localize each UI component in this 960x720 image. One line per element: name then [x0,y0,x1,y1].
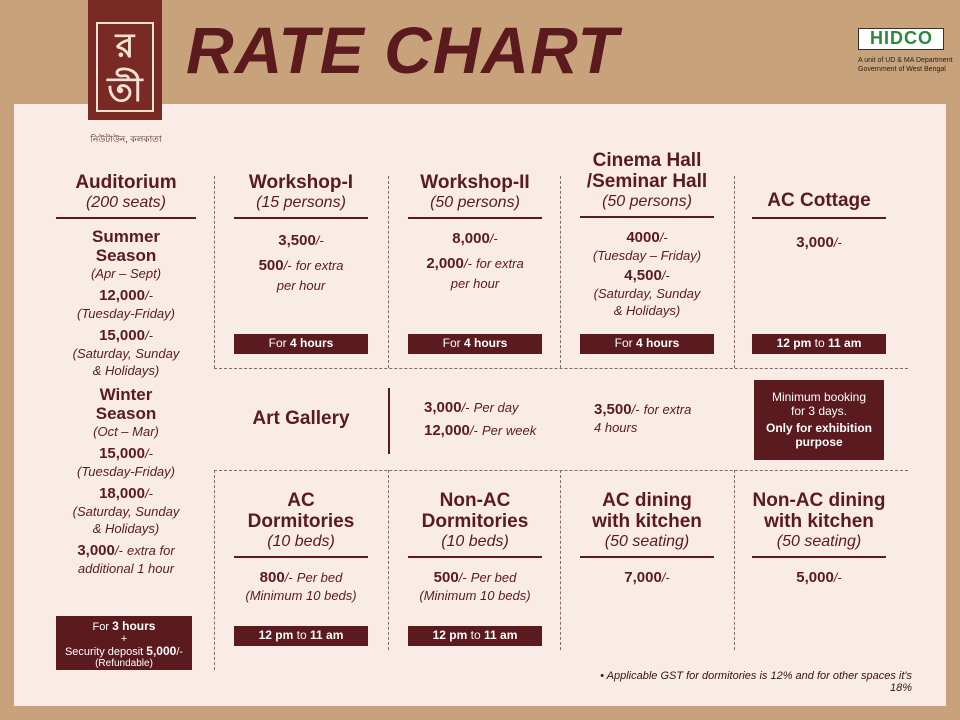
workshop2-title: Workshop-II [420,172,530,193]
cinema-weekday-price: 4000/- [626,229,668,246]
summer-weekday-price: 12,000/- [99,287,153,304]
gallery-title: Art Gallery [252,408,350,429]
rule [408,217,542,219]
rule [580,216,714,218]
gallery-prices [424,398,584,440]
auditorium-capacity: (200 seats) [85,194,167,211]
rule [580,556,714,558]
hidco-caption: A unit of UD & MA Department Government of West Bengal [858,57,953,73]
workshop1-title: Workshop-I [248,172,354,193]
gallery-day-price: 3,000/- Per day [424,399,519,416]
acdorm-timing-box: 12 pm to 11 am [234,626,368,646]
workshop1-price: 3,500/- [278,232,324,249]
divider [734,176,735,368]
workshop1-extra: 500/- for extra [258,257,344,274]
cinema-weekend-days: (Saturday, Sunday & Holidays) [593,286,701,318]
nonacdorm-min: (Minimum 10 beds) [419,588,531,603]
workshop2-capacity: (50 persons) [430,194,520,211]
divider [214,470,215,670]
cinema-weekday-days: (Tuesday – Friday) [592,248,702,263]
acdining-price: 7,000/- [624,569,670,586]
workshop2-extra: 2,000/- for extra [426,255,524,272]
acdorm-column [234,490,368,604]
auditorium-title: Auditorium [75,172,177,193]
winter-weekend-days: (Saturday, Sunday & Holidays) [72,504,180,536]
nonacdorm-capacity: (10 beds) [441,533,509,550]
rule [234,217,368,219]
workshop1-capacity: (15 persons) [256,194,346,211]
workshop2-extra-text: per hour [450,276,500,291]
workshop1-column [234,172,368,294]
workshop1-extra-text: per hour [276,278,326,293]
logo-emblem-icon: র তী [96,22,154,112]
auditorium-terms-box: For 3 hours + Security deposit 5,000/- (Refundable) [56,616,192,670]
rule [752,217,886,219]
cinema-title: Cinema Hall /Seminar Hall [586,150,708,192]
acdorm-capacity: (10 beds) [267,533,335,550]
summer-season-title: Summer Season [91,227,161,265]
rule [234,556,368,558]
cottage-timing-box: 12 pm to 11 am [752,334,886,354]
winter-weekend-price: 18,000/- [99,485,153,502]
cottage-price: 3,000/- [796,234,842,251]
summer-months: (Apr – Sept) [90,266,162,281]
workshop2-duration-box: For 4 hours [408,334,542,354]
rule [56,217,196,219]
workshop2-column [408,172,542,292]
cottage-title: AC Cottage [767,190,871,211]
divider [388,176,389,368]
nonacdorm-price: 500/- Per bed [433,569,517,586]
workshop1-duration-box: For 4 hours [234,334,368,354]
cottage-column [752,190,886,252]
cinema-weekend-price: 4,500/- [624,267,670,284]
acdining-title: AC dining with kitchen [592,490,702,532]
gallery-extra: 3,500/- for extra 4 hours [594,401,692,435]
cinema-duration-box: For 4 hours [580,334,714,354]
acdorm-price: 800/- Per bed [259,569,343,586]
winter-weekday-days: (Tuesday-Friday) [76,464,175,479]
divider [214,368,908,369]
cinema-capacity: (50 persons) [602,193,692,210]
hidco-name: HIDCO [870,28,933,48]
gallery-terms-box: Minimum booking for 3 days. Only for exhibition purpose [754,380,884,460]
acdorm-title: AC Dormitories [247,490,355,532]
divider [734,470,735,650]
gst-footnote: • Applicable GST for dormitories is 12% and for other spaces it's 18% [600,670,912,694]
acdorm-min: (Minimum 10 beds) [245,588,357,603]
acdining-column [580,490,714,587]
nonacdorm-title: Non-AC Dormitories [421,490,529,532]
divider [214,470,908,471]
winter-season-title: Winter Season [95,385,157,423]
divider [388,470,389,650]
divider [560,470,561,650]
nonacdining-column [746,490,892,587]
nonacdining-title: Non-AC dining with kitchen [752,490,886,532]
cinema-column [580,150,714,319]
winter-weekday-price: 15,000/- [99,445,153,462]
page-title: RATE CHART [186,13,619,87]
rule [752,556,886,558]
workshop2-price: 8,000/- [452,230,498,247]
auditorium-column [56,172,196,577]
logo-subtitle: নিউটাউন, কলকাতা [90,134,162,144]
nonacdining-price: 5,000/- [796,569,842,586]
nonacdorm-column [408,490,542,604]
divider [560,176,561,368]
summer-weekend-price: 15,000/- [99,327,153,344]
gallery-week-price: 12,000/- Per week [424,422,537,439]
summer-weekday-days: (Tuesday-Friday) [76,306,175,321]
nonacdorm-timing-box: 12 pm to 11 am [408,626,542,646]
gallery-separator [388,388,390,454]
summer-weekend-days: (Saturday, Sunday & Holidays) [72,346,180,378]
auditorium-extra: 3,000/- extra for [77,542,175,559]
acdining-capacity: (50 seating) [604,533,690,550]
winter-months: (Oct – Mar) [93,424,159,439]
nonacdining-capacity: (50 seating) [776,533,862,550]
divider [214,176,215,368]
auditorium-extra-text: additional 1 hour [77,561,175,576]
rule [408,556,542,558]
